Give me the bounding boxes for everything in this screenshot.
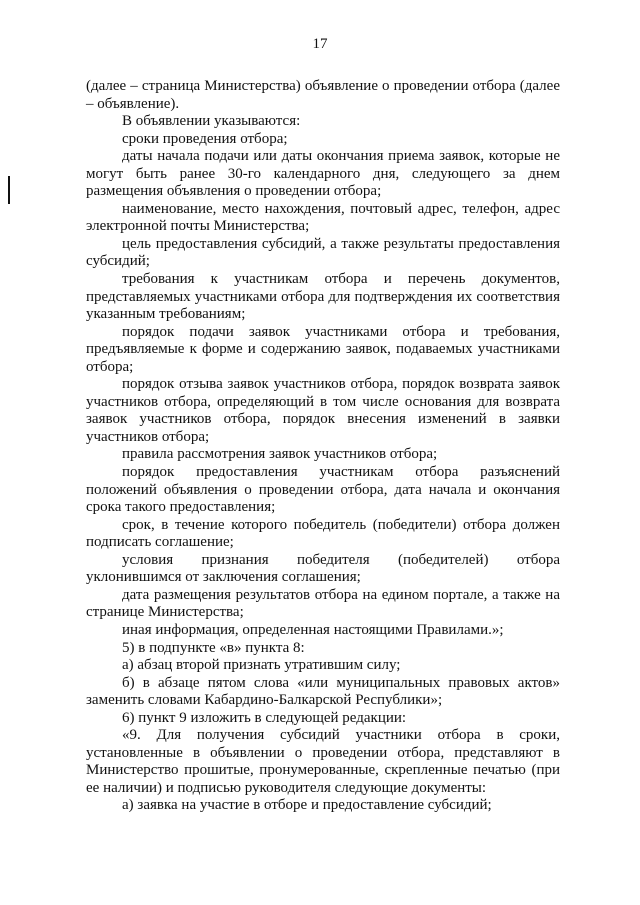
paragraph: требования к участникам отбора и перечень документов, представляемых участниками отбора для подтверждения их соответствия указанным требованиям; — [86, 271, 560, 323]
paragraph: а) абзац второй признать утратившим силу; — [122, 657, 401, 674]
paragraph: дата размещения результатов отбора на едином портале, а также на странице Министерства; — [86, 586, 560, 621]
paragraph: б) в абзаце пятом слова «или муниципальных правовых актов» заменить словами Кабардино-Балкарской Республики»; — [86, 674, 560, 709]
paragraph: «9. Для получения субсидий участники отбора в сроки, установленные в объявлении о проведении отбора, представляют в Министерство прошитые, пронумерованные, скрепленные печатью (при ее наличии) и подписью руководителя следующие документы: — [86, 727, 560, 796]
document-body — [86, 78, 560, 815]
paragraph: условия признания победителя (победителей) отбора уклонившимся от заключения соглашения; — [86, 551, 560, 586]
paragraph: 6) пункт 9 изложить в следующей редакции: — [122, 709, 407, 726]
paragraph: срок, в течение которого победитель (победители) отбора должен подписать соглашение; — [86, 516, 560, 551]
paragraph: наименование, место нахождения, почтовый адрес, телефон, адрес электронной почты Министерства; — [86, 200, 560, 235]
paragraph: порядок отзыва заявок участников отбора, порядок возврата заявок участников отбора, определяющий в том числе основания для возврата заявок участников отбора, порядок внесения изменений в заявки участников отбора; — [86, 376, 560, 445]
paragraph: В объявлении указываются: — [122, 113, 301, 130]
paragraph: цель предоставления субсидий, а также результаты предоставления субсидий; — [86, 235, 560, 270]
paragraph: 5) в подпункте «в» пункта 8: — [122, 639, 305, 656]
paragraph: сроки проведения отбора; — [122, 130, 288, 147]
paragraph: даты начала подачи или даты окончания приема заявок, которые не могут быть ранее 30-го календарного дня, следующего за днем размещения объявления о проведении отбора; — [86, 148, 560, 200]
page-number: 17 — [312, 36, 328, 52]
paragraph: иная информация, определенная настоящими Правилами.»; — [122, 621, 504, 638]
paragraph: правила рассмотрения заявок участников отбора; — [122, 446, 438, 463]
margin-mark — [8, 176, 10, 204]
paragraph: порядок подачи заявок участниками отбора и требования, предъявляемые к форме и содержанию заявок, подаваемых участниками отбора; — [86, 323, 560, 375]
paragraph: порядок предоставления участникам отбора разъяснений положений объявления о проведении отбора, дата начала и окончания срока такого предоставления; — [86, 464, 560, 516]
paragraph: а) заявка на участие в отборе и предоставление субсидий; — [122, 797, 492, 814]
paragraph: (далее – страница Министерства) объявление о проведении отбора (далее – объявление). — [86, 78, 560, 112]
